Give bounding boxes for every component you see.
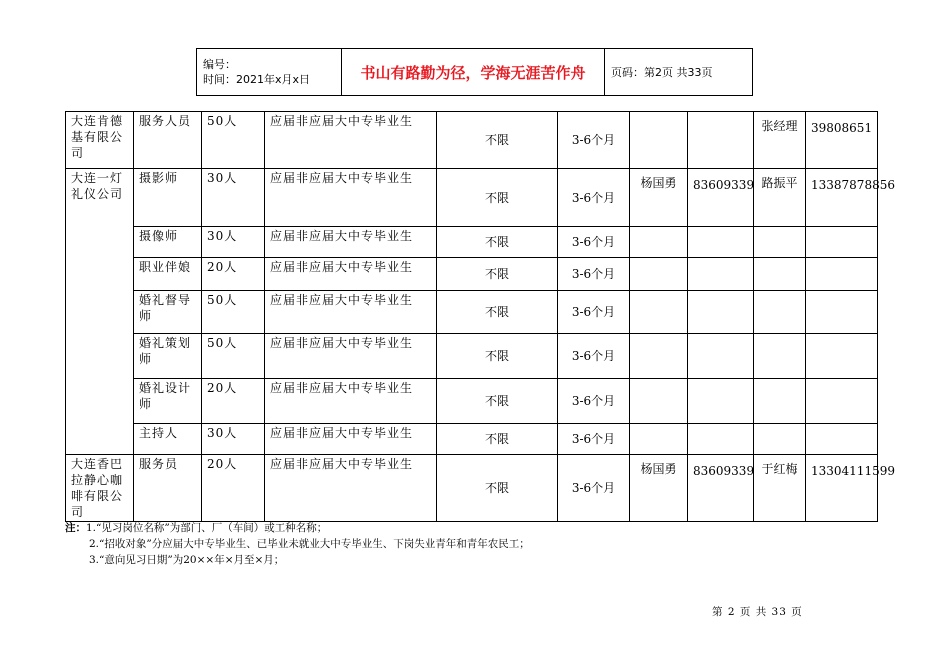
note-1: 1.“见习岗位名称”为部门、厂（车间）或工种名称； <box>86 522 328 534</box>
period-cell: 3-6个月 <box>558 424 630 455</box>
table-row <box>66 455 878 522</box>
contact-cell <box>630 379 688 424</box>
target-cell: 应届非应届大中专毕业生 <box>265 112 437 169</box>
count-cell: 20人 <box>202 455 265 522</box>
position-cell: 服务人员 <box>134 112 202 169</box>
header-page: 页码：第2页 共33页 <box>605 49 753 96</box>
contact-cell <box>630 334 688 379</box>
count-cell: 30人 <box>202 424 265 455</box>
table-row <box>66 334 878 379</box>
phone-cell <box>688 291 754 334</box>
education-cell: 不限 <box>437 424 558 455</box>
period-cell: 3-6个月 <box>558 227 630 258</box>
position-cell: 婚礼策划师 <box>134 334 202 379</box>
page-footer: 第 2 页 共 33 页 <box>712 606 803 618</box>
phone-cell <box>688 258 754 291</box>
phone-cell <box>688 112 754 169</box>
phone-cell <box>688 379 754 424</box>
page-header <box>196 48 753 96</box>
contact-cell <box>754 334 806 379</box>
contact-cell <box>630 291 688 334</box>
time-label: 时间：2021年x月x日 <box>203 73 311 86</box>
phone-cell: 13387878856 <box>806 169 878 227</box>
table-row <box>66 169 878 227</box>
period-cell: 3-6个月 <box>558 379 630 424</box>
count-cell: 50人 <box>202 112 265 169</box>
phone-cell: 13304111599 <box>806 455 878 522</box>
contact-cell: 杨国勇 <box>630 455 688 522</box>
position-cell: 职业伴娘 <box>134 258 202 291</box>
education-cell: 不限 <box>437 291 558 334</box>
education-cell: 不限 <box>437 455 558 522</box>
phone-cell <box>806 379 878 424</box>
count-cell: 20人 <box>202 258 265 291</box>
phone-cell <box>688 227 754 258</box>
education-cell: 不限 <box>437 112 558 169</box>
target-cell: 应届非应届大中专毕业生 <box>265 424 437 455</box>
phone-cell <box>688 424 754 455</box>
phone-cell <box>806 291 878 334</box>
table-row <box>66 424 878 455</box>
target-cell: 应届非应届大中专毕业生 <box>265 258 437 291</box>
phone-cell <box>806 227 878 258</box>
table-body <box>66 112 895 522</box>
number-label: 编号： <box>203 58 236 71</box>
note-2: 2.“招收对象”分应届大中专毕业生、已毕业未就业大中专毕业生、下岗失业青年和青年农民工； <box>89 538 530 550</box>
period-cell: 3-6个月 <box>558 169 630 227</box>
phone-cell: 83609339 <box>688 169 754 227</box>
contact-cell <box>630 112 688 169</box>
count-cell: 20人 <box>202 379 265 424</box>
company-cell: 大连香巴拉静心咖啡有限公司 <box>66 455 134 522</box>
target-cell: 应届非应届大中专毕业生 <box>265 291 437 334</box>
position-cell: 婚礼督导师 <box>134 291 202 334</box>
period-cell: 3-6个月 <box>558 455 630 522</box>
notes-prefix: 注： <box>65 522 86 534</box>
target-cell: 应届非应届大中专毕业生 <box>265 334 437 379</box>
internship-table <box>65 111 895 522</box>
contact-cell: 路振平 <box>754 169 806 227</box>
contact-cell: 张经理 <box>754 112 806 169</box>
contact-cell <box>754 379 806 424</box>
company-cell: 大连肯德基有限公司 <box>66 112 134 169</box>
contact-cell: 于红梅 <box>754 455 806 522</box>
count-cell: 50人 <box>202 334 265 379</box>
phone-cell <box>806 424 878 455</box>
company-cell: 大连一灯礼仪公司 <box>66 169 134 455</box>
position-cell: 主持人 <box>134 424 202 455</box>
education-cell: 不限 <box>437 334 558 379</box>
phone-cell <box>806 334 878 379</box>
period-cell: 3-6个月 <box>558 291 630 334</box>
contact-cell: 杨国勇 <box>630 169 688 227</box>
contact-cell <box>630 227 688 258</box>
phone-cell: 83609339 <box>688 455 754 522</box>
contact-cell <box>754 227 806 258</box>
contact-cell <box>754 291 806 334</box>
header-motto: 书山有路勤为径，学海无涯苦作舟 <box>342 49 605 96</box>
period-cell: 3-6个月 <box>558 112 630 169</box>
position-cell: 服务员 <box>134 455 202 522</box>
education-cell: 不限 <box>437 227 558 258</box>
note-3: 3.“意向见习日期”为20××年×月至×月； <box>89 554 285 566</box>
target-cell: 应届非应届大中专毕业生 <box>265 227 437 258</box>
contact-cell <box>754 258 806 291</box>
table-row <box>66 291 878 334</box>
position-cell: 摄影师 <box>134 169 202 227</box>
table-row <box>66 379 878 424</box>
target-cell: 应届非应届大中专毕业生 <box>265 379 437 424</box>
header-meta <box>197 49 342 96</box>
education-cell: 不限 <box>437 258 558 291</box>
contact-cell <box>754 424 806 455</box>
count-cell: 30人 <box>202 169 265 227</box>
education-cell: 不限 <box>437 379 558 424</box>
notes <box>65 520 530 568</box>
count-cell: 30人 <box>202 227 265 258</box>
position-cell: 婚礼设计师 <box>134 379 202 424</box>
target-cell: 应届非应届大中专毕业生 <box>265 455 437 522</box>
period-cell: 3-6个月 <box>558 258 630 291</box>
period-cell: 3-6个月 <box>558 334 630 379</box>
phone-cell <box>688 334 754 379</box>
table-row <box>66 227 878 258</box>
table-row <box>66 258 878 291</box>
count-cell: 50人 <box>202 291 265 334</box>
contact-cell <box>630 424 688 455</box>
education-cell: 不限 <box>437 169 558 227</box>
phone-cell <box>806 258 878 291</box>
contact-cell <box>630 258 688 291</box>
table-row <box>66 112 878 169</box>
phone-cell: 39808651 <box>806 112 878 169</box>
target-cell: 应届非应届大中专毕业生 <box>265 169 437 227</box>
position-cell: 摄像师 <box>134 227 202 258</box>
